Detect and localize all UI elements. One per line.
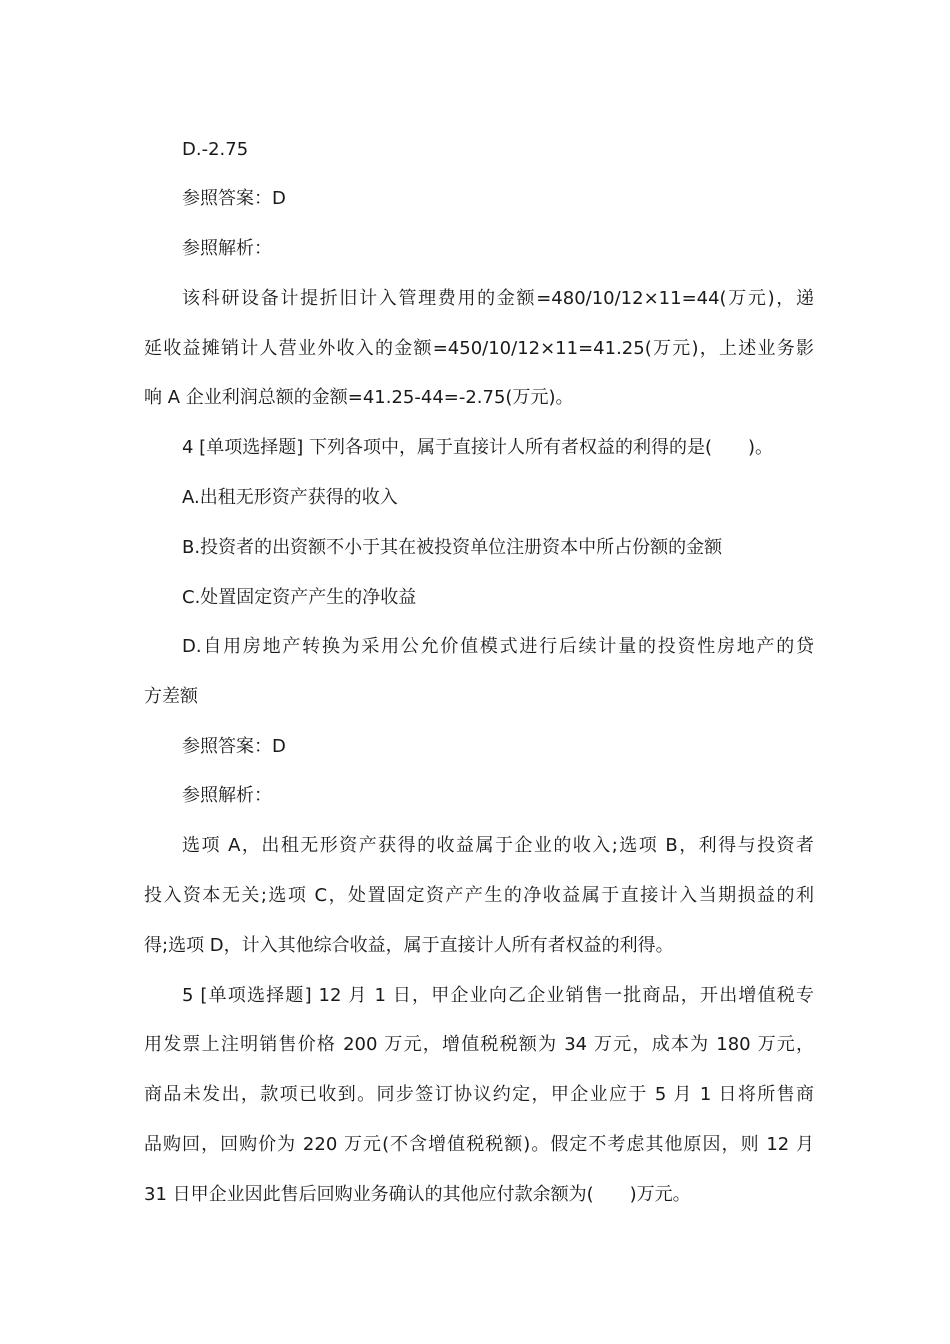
q4-analysis-line-3: 得;选项 D，计入其他综合收益，属于直接计人所有者权益的利得。 [144, 935, 674, 956]
q4-answer: 参照答案：D [182, 736, 286, 757]
q5-stem-line-1: 5 [单项选择题] 12 月 1 日，甲企业向乙企业销售一批商品，开出增值税专 [182, 985, 814, 1006]
q5-stem-line-5: 31 日甲企业因此售后回购业务确认的其他应付款余额为( )万元。 [144, 1184, 691, 1205]
q5-stem-line-4: 品购回，回购价为 220 万元(不含增值税税额)。假定不考虑其他原因，则 12 月 [144, 1134, 814, 1155]
q4-option-c: C.处置固定资产产生的净收益 [182, 587, 417, 608]
q5-stem-line-3: 商品未发出，款项已收到。同步签订协议约定，甲企业应于 5 月 1 日将所售商 [144, 1084, 814, 1105]
q4-option-a: A.出租无形资产获得的收入 [182, 487, 398, 508]
q4-option-d-line-2: 方差额 [144, 686, 198, 707]
q4-option-d-line-1: D.自用房地产转换为采用公允价值模式进行后续计量的投资性房地产的贷 [182, 636, 814, 657]
q5-stem-line-2: 用发票上注明销售价格 200 万元，增值税税额为 34 万元，成本为 180 万元， [144, 1034, 814, 1055]
q4-analysis-line-1: 选项 A，出租无形资产获得的收益属于企业的收入;选项 B，利得与投资者 [182, 835, 814, 856]
q3-answer: 参照答案：D [182, 188, 286, 209]
q3-analysis-label: 参照解析： [182, 238, 272, 259]
q4-stem: 4 [单项选择题] 下列各项中，属于直接计人所有者权益的利得的是( )。 [182, 437, 773, 458]
q3-analysis-line-3: 响 A 企业利润总额的金额=41.25-44=-2.75(万元)。 [144, 387, 574, 408]
q4-analysis-line-2: 投入资本无关;选项 C，处置固定资产产生的净收益属于直接计入当期损益的利 [144, 885, 814, 906]
q3-option-d: D.-2.75 [182, 139, 249, 160]
q3-analysis-line-2: 延收益摊销计人营业外收入的金额=450/10/12×11=41.25(万元)，上述业务影 [144, 338, 814, 359]
q4-analysis-label: 参照解析： [182, 785, 272, 806]
q4-option-b: B.投资者的出资额不小于其在被投资单位注册资本中所占份额的金额 [182, 537, 723, 558]
q3-analysis-line-1: 该科研设备计提折旧计入管理费用的金额=480/10/12×11=44(万元)，递 [182, 288, 814, 309]
